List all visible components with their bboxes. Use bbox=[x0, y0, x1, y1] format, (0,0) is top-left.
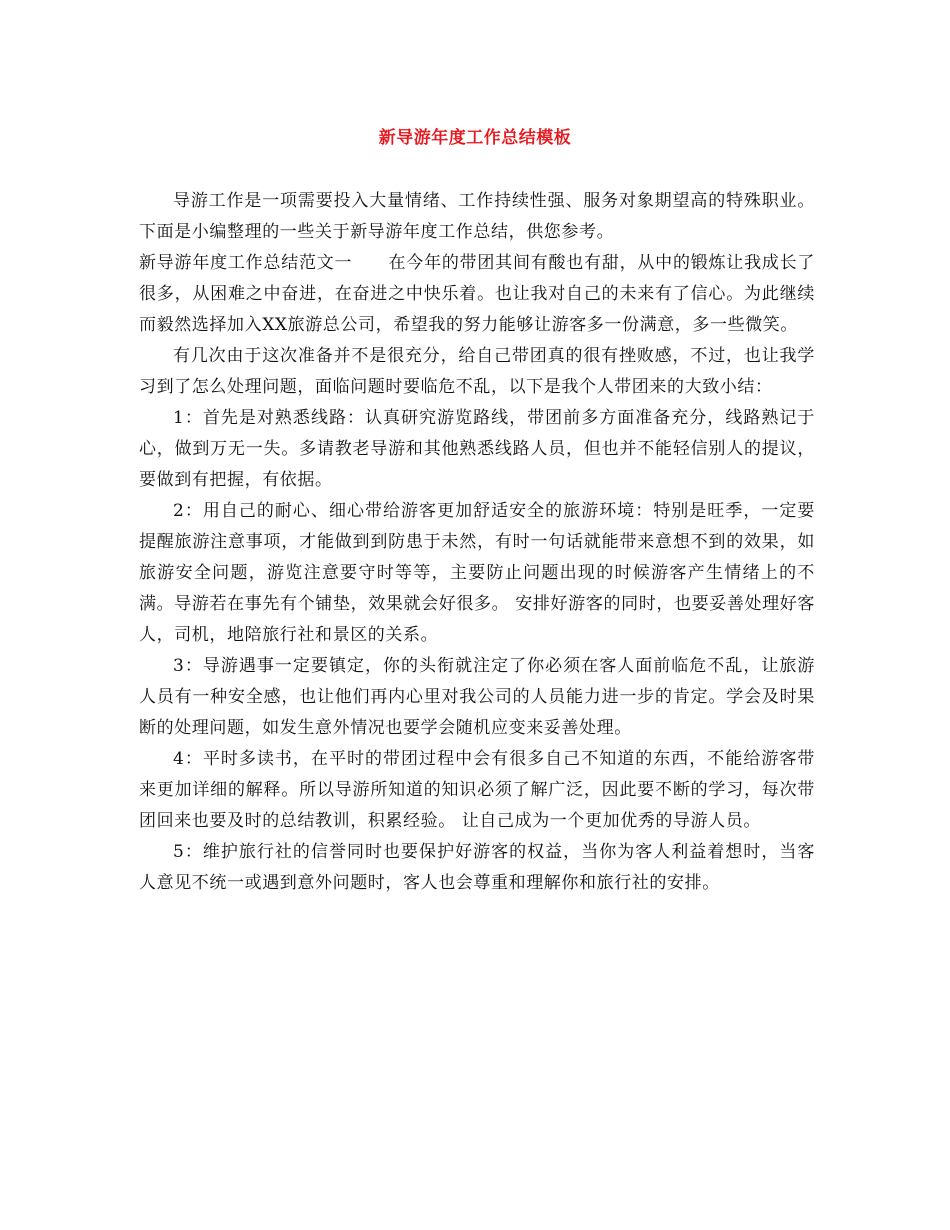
sample-paragraph bbox=[139, 248, 815, 341]
paragraph-point-4: 4：平时多读书，在平时的带团过程中会有很多自己不知道的东西，不能给游客带来更加详细的解释。所以导游所知道的知识必须了解广泛，因此要不断的学习，每次带团回来也要及时的总结教训，积累经验。 让自己成为一个更加优秀的导游人员。 bbox=[139, 749, 815, 831]
document-title: 新导游年度工作总结模板 bbox=[378, 128, 572, 148]
paragraph-point-2: 2：用自己的耐心、细心带给游客更加舒适安全的旅游环境：特别是旺季，一定要提醒旅游注意事项，才能做到到防患于未然，有时一句话就能带来意想不到的效果，如旅游安全问题，游览注意要守时等等，主要防止问题出现的时候游客产生情绪上的不满。导游若在事先有个铺垫，效果就会好很多。 安排好游客的同时，也要妥善处理好客人，司机，地陪旅行社和景区的关系。 bbox=[139, 501, 815, 645]
paragraph-preparation: 有几次由于这次准备并不是很充分，给自己带团真的很有挫败感，不过，也让我学习到了怎么处理问题，面临问题时要临危不乱，以下是我个人带团来的大致小结： bbox=[139, 346, 815, 397]
sample-first-paragraph: 在今年的带团其间有酸也有甜，从中的锻炼让我成长了很多，从困难之中奋进，在奋进之中快乐着。也让我对自己的未来有了信心。为此继续而毅然选择加入XX旅游总公司，希望我的努力能够让游客多一份满意，多一些微笑。 bbox=[139, 253, 816, 335]
paragraph-point-5: 5：维护旅行社的信誉同时也要保护好游客的权益，当你为客人利益着想时，当客人意见不统一或遇到意外问题时，客人也会尊重和理解你和旅行社的安排。 bbox=[139, 842, 815, 893]
paragraph-point-1: 1：首先是对熟悉线路：认真研究游览路线，带团前多方面准备充分，线路熟记于心，做到万无一失。多请教老导游和其他熟悉线路人员，但也并不能轻信别人的提议，要做到有把握，有依据。 bbox=[139, 408, 815, 490]
intro-paragraph: 导游工作是一项需要投入大量情绪、工作持续性强、服务对象期望高的特殊职业。下面是小编整理的一些关于新导游年度工作总结，供您参考。 bbox=[139, 191, 815, 242]
paragraph-point-3: 3：导游遇事一定要镇定，你的头衔就注定了你必须在客人面前临危不乱，让旅游人员有一种安全感，也让他们再内心里对我公司的人员能力进一步的肯定。学会及时果断的处理问题，如发生意外情况也要学会随机应变来妥善处理。 bbox=[139, 656, 815, 738]
document-body bbox=[139, 186, 815, 899]
sample-heading: 新导游年度工作总结范文一 bbox=[139, 253, 353, 273]
